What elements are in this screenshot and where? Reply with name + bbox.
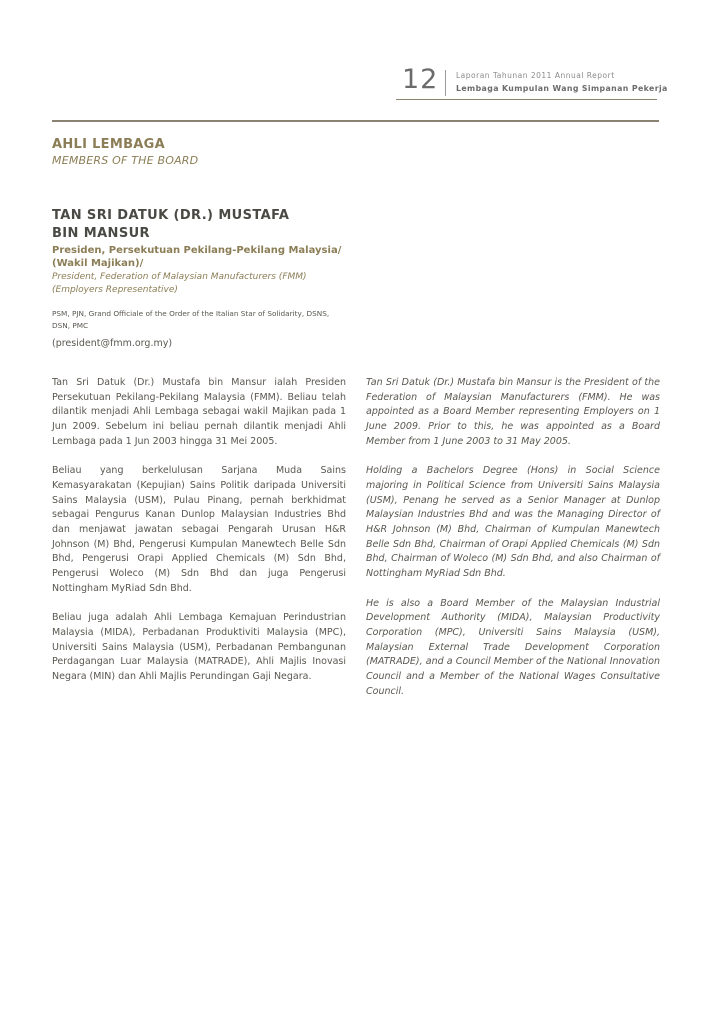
section-title: AHLI LEMBAGA [52,137,165,152]
biography-malay [52,376,346,699]
member-name [52,207,352,243]
role-en-line2: (Employers Representative) [52,285,178,295]
role-ms-line2: (Wakil Majikan)/ [52,258,144,269]
biography-english [366,376,660,714]
role-ms-line1: Presiden, Persekutuan Pekilang-Pekilang Malaysia/ [52,245,342,256]
role-en-line1: President, Federation of Malaysian Manufacturers (FMM) [52,272,307,282]
member-awards [52,308,352,332]
report-title: Laporan Tahunan 2011 Annual Report [456,71,615,80]
section-rule [52,120,659,122]
member-role-english [52,271,352,297]
page-header [0,0,728,100]
page-number: 12 [402,64,439,95]
member-email: (president@fmm.org.my) [52,338,173,349]
awards-line2: DSN, PMC [52,321,89,330]
bio-ms-paragraph-1: Tan Sri Datuk (Dr.) Mustafa bin Mansur ialah Presiden Persekutuan Pekilang-Pekilang Malaysia (FMM). Beliau telah dilantik menjadi Ahli Lembaga sebagai wakil Majikan pada 1 Jun 2009. Sebelum ini beliau pernah dilantik menjadi Ahli Lembaga pada 1 Jun 2003 hingga 31 Mei 2005. [52,377,346,447]
header-divider [445,70,446,96]
member-name-line2: BIN MANSUR [52,226,150,241]
header-rule [396,99,657,100]
bio-ms-paragraph-2: Beliau yang berkelulusan Sarjana Muda Sains Kemasyarakatan (Kepujian) Sains Politik daripada Universiti Sains Malaysia (USM), Pulau Pinang, pernah berkhidmat sebagai Pengurus Kanan Dunlop Malaysian Industries Bhd dan menjawat jawatan sebagai Pengarah Urusan H&R Johnson (M) Bhd, Pengerusi Kumpulan Manewtech Belle Sdn Bhd, Pengerusi Orapi Applied Chemicals (M) Sdn Bhd, Pengerusi Woleco (M) Sdn Bhd dan juga Pengerusi Nottingham MyRiad Sdn Bhd. [52,465,346,594]
awards-line1: PSM, PJN, Grand Officiale of the Order of the Italian Star of Solidarity, DSNS, [52,309,330,318]
section-subtitle: MEMBERS OF THE BOARD [52,154,199,167]
member-role-malay [52,244,352,270]
member-name-line1: TAN SRI DATUK (DR.) MUSTAFA [52,208,290,223]
bio-en-paragraph-2: Holding a Bachelors Degree (Hons) in Social Science majoring in Political Science from Universiti Sains Malaysia (USM), Penang he served as a Senior Manager at Dunlop Malaysian Industries Bhd and was the Managing Director of H&R Johnson (M) Bhd, Chairman of Kumpulan Manewtech Belle Sdn Bhd, Chairman of Orapi Applied Chemicals (M) Sdn Bhd, Chairman of Woleco (M) Sdn Bhd, and also Chairman of Nottingham MyRiad Sdn Bhd. [366,465,660,580]
bio-en-paragraph-3: He is also a Board Member of the Malaysian Industrial Development Authority (MIDA), Malaysian Productivity Corporation (MPC), Universiti Sains Malaysia (USM), Malaysian External Trade Development Corporation (MATRADE), and a Council Member of the National Innovation Council and a Member of the National Wages Consultative Council. [366,597,660,697]
bio-en-paragraph-1: Tan Sri Datuk (Dr.) Mustafa bin Mansur is the President of the Federation of Malaysian Manufacturers (FMM). He was appointed as a Board Member representing Employers on 1 June 2009. Prior to this, he was appointed as a Board Member from 1 June 2003 to 31 May 2005. [366,377,660,447]
organization-name: Lembaga Kumpulan Wang Simpanan Pekerja [456,84,668,93]
bio-ms-paragraph-3: Beliau juga adalah Ahli Lembaga Kemajuan Perindustrian Malaysia (MIDA), Perbadanan Produktiviti Malaysia (MPC), Universiti Sains Malaysia (USM), Perbadanan Pembangunan Perdagangan Luar Malaysia (MATRADE), Ahli Majlis Inovasi Negara (MIN) dan Ahli Majlis Perundingan Gaji Negara. [52,612,346,683]
